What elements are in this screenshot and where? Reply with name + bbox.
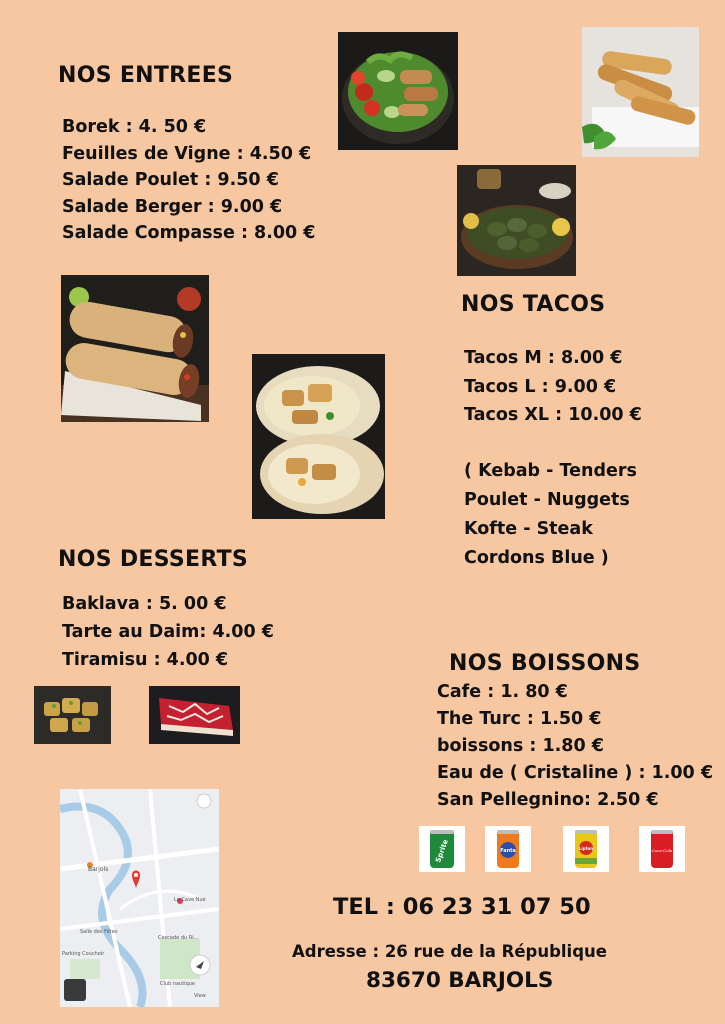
boissons-title: NOS BOISSONS bbox=[449, 651, 641, 676]
salad-photo bbox=[338, 32, 458, 150]
menu-item: Tarte au Daim: 4.00 € bbox=[62, 622, 274, 642]
chicken-wrap-photo bbox=[252, 354, 385, 519]
svg-text:Salle des Fêtes: Salle des Fêtes bbox=[80, 929, 118, 935]
entrees-list bbox=[62, 114, 315, 247]
menu-item: Tacos L : 9.00 € bbox=[464, 376, 617, 397]
menu-item: Baklava : 5. 00 € bbox=[62, 594, 227, 614]
svg-text:Fanta: Fanta bbox=[500, 848, 516, 854]
svg-text:Sprite: Sprite bbox=[434, 838, 450, 864]
desserts-list bbox=[62, 590, 274, 674]
menu-item: Tiramisu : 4.00 € bbox=[62, 650, 229, 670]
menu-item: Borek : 4. 50 € bbox=[62, 117, 207, 137]
svg-text:Coca-Cola: Coca-Cola bbox=[651, 848, 673, 853]
map-thumbnail[interactable] bbox=[60, 789, 219, 1007]
tarte-photo bbox=[149, 686, 240, 744]
address-line-1: Adresse : 26 rue de la République bbox=[292, 942, 607, 961]
menu-item: The Turc : 1.50 € bbox=[437, 709, 602, 729]
fanta-can-icon bbox=[485, 826, 531, 872]
wrap-photo bbox=[61, 275, 209, 422]
svg-text:Barjols: Barjols bbox=[88, 866, 109, 873]
baklava-photo bbox=[34, 686, 111, 744]
svg-text:La Cave Nue: La Cave Nue bbox=[174, 897, 206, 903]
svg-text:Cascade du Ri...: Cascade du Ri... bbox=[158, 935, 199, 941]
lipton-can-icon bbox=[563, 826, 609, 872]
boissons-list bbox=[437, 679, 713, 814]
tacos-option: Poulet - Nuggets bbox=[464, 490, 630, 510]
menu-item: Cafe : 1. 80 € bbox=[437, 682, 568, 702]
borek-photo bbox=[582, 27, 699, 157]
menu-item: Eau de ( Cristaline ) : 1.00 € bbox=[437, 763, 714, 783]
sprite-can-icon bbox=[419, 826, 465, 872]
svg-text:Lipton: Lipton bbox=[578, 846, 594, 851]
tacos-option: Cordons Blue ) bbox=[464, 548, 609, 568]
tacos-option: ( Kebab - Tenders bbox=[464, 461, 637, 481]
menu-item: boissons : 1.80 € bbox=[437, 736, 604, 756]
svg-text:View: View bbox=[194, 993, 206, 999]
address-line-2: 83670 BARJOLS bbox=[366, 968, 554, 993]
svg-text:Club nautique: Club nautique bbox=[160, 981, 195, 987]
tacos-option: Kofte - Steak bbox=[464, 519, 593, 539]
menu-item: Salade Berger : 9.00 € bbox=[62, 196, 283, 217]
tacos-options-list bbox=[464, 457, 637, 573]
menu-item: Salade Poulet : 9.50 € bbox=[62, 170, 279, 190]
menu-item: Tacos M : 8.00 € bbox=[464, 348, 623, 368]
coca-cola-can-icon bbox=[639, 826, 685, 872]
menu-item: Feuilles de Vigne : 4.50 € bbox=[62, 143, 312, 164]
menu-item: Salade Compasse : 8.00 € bbox=[62, 223, 316, 243]
svg-text:Parking Couchoir: Parking Couchoir bbox=[62, 951, 105, 957]
tacos-title: NOS TACOS bbox=[461, 292, 606, 317]
telephone[interactable]: TEL : 06 23 31 07 50 bbox=[333, 894, 591, 920]
dolma-photo bbox=[457, 165, 576, 276]
menu-item: San Pellegnino: 2.50 € bbox=[437, 790, 659, 810]
entrees-title: NOS ENTREES bbox=[58, 63, 234, 88]
desserts-title: NOS DESSERTS bbox=[58, 547, 249, 572]
tacos-list bbox=[464, 344, 642, 430]
menu-item: Tacos XL : 10.00 € bbox=[464, 405, 642, 425]
